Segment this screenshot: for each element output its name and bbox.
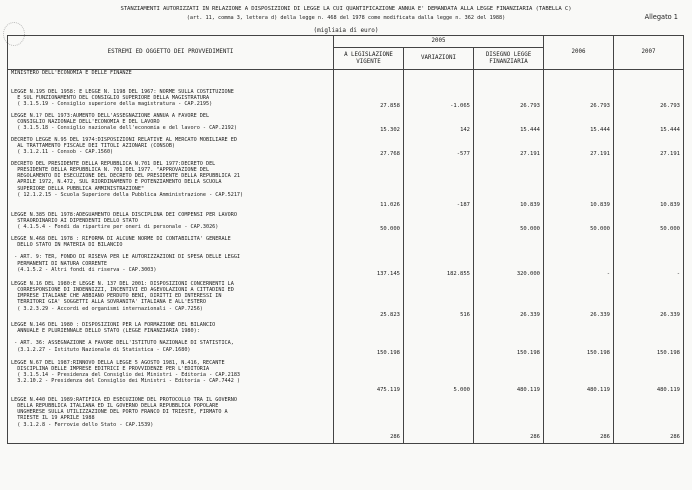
value-2007: 26.339 — [614, 281, 684, 322]
row-description: LEGGE N.1? DEL 1973:AUMENTO DELL'ASSEGNAZIONE ANNUA A FAVORE DEL CONSIGLIO NAZIONALE DELL'ECONOMIA E DEL LAVORO ( 3.1.5.18 - Consiglio nazionale dell'economia e del lavoro - CAP.2192) — [8, 113, 334, 137]
value-2006: 480.119 — [544, 360, 614, 397]
header-description: ESTREMI ED OGGETTO DEI PROVVEDIMENTI — [8, 36, 334, 70]
row-description: MINISTERO DELL'ECONOMIA E DELLE FINANZE — [8, 70, 334, 89]
value-2007: 27.191 — [614, 137, 684, 161]
row-description: LEGGE N.385 DEL 1978:ADEGUAMENTO DELLA DISCIPLINA DEI COMPENSI PER LAVORO STRAORDINARIO AI DIPENDENTI DELLO STATO ( 4.1.5.4 - Fondi da ripartire per oneri di personale - CAP.3026) — [8, 212, 334, 236]
value-variazioni — [404, 322, 474, 360]
value-variazioni — [404, 70, 474, 89]
value-disegno-legge — [474, 70, 544, 89]
value-legislazione-vigente: 150.198 — [334, 322, 404, 360]
document-title: STANZIAMENTI AUTORIZZATI IN RELAZIONE A DISPOSIZIONI DI LEGGE LA CUI QUANTIFICAZIONE ANNUA E' DEMANDATA ALLA LEGGE FINANZIARIA (TABELLA C) — [120, 6, 572, 12]
value-2007: 286 — [614, 397, 684, 444]
value-legislazione-vigente — [334, 70, 404, 89]
value-variazioni: 516 — [404, 281, 474, 322]
header-year-2006: 2006 — [544, 36, 614, 70]
value-2006: 150.198 — [544, 322, 614, 360]
value-variazioni: 5.000 — [404, 360, 474, 397]
value-2007: 150.198 — [614, 322, 684, 360]
value-variazioni — [404, 212, 474, 236]
value-2007 — [614, 70, 684, 89]
row-description: LEGGE N.16 DEL 1980:E LEGGE N. 137 DEL 2001: DISPOSIZIONI CONCERNENTI LA CORRESPONSIONE DI INDENNIZZI, INCENTIVI ED AGEVOLAZIONI A CITTADINI ED IMPRESE ITALIANE CHE ABBIANO PERDUTO BENI, DIRITTI ED INTERESSI IN TERRITORI GIA' SOGGETTI ALLA SOVRANITA' ITALIANA E ALL'ESTERO ( 3.2.3.29 - Accordi ed organismi internazionali - CAP.7256) — [8, 281, 334, 322]
value-disegno-legge: 320.000 — [474, 236, 544, 281]
value-legislazione-vigente: 137.145 — [334, 236, 404, 281]
value-2007: - — [614, 236, 684, 281]
value-2006: - — [544, 236, 614, 281]
value-2006: 27.191 — [544, 137, 614, 161]
table-row — [8, 161, 684, 212]
value-variazioni — [404, 397, 474, 444]
value-legislazione-vigente: 25.823 — [334, 281, 404, 322]
value-2007: 50.000 — [614, 212, 684, 236]
value-disegno-legge: 26.339 — [474, 281, 544, 322]
document-subtitle: (art. 11, comma 3, lettera d) della legge n. 468 del 1978 come modificata dalla legge n. 362 del 1988) — [186, 15, 506, 21]
value-2006: 286 — [544, 397, 614, 444]
table-row — [8, 360, 684, 397]
appropriations-table — [7, 35, 684, 444]
value-legislazione-vigente: 286 — [334, 397, 404, 444]
value-variazioni: -577 — [404, 137, 474, 161]
value-2006: 26.339 — [544, 281, 614, 322]
value-disegno-legge: 50.000 — [474, 212, 544, 236]
row-description: LEGGE N.195 DEL 1958: E LEGGE N. 1198 DEL 1967: NORME SULLA COSTITUZIONE E SUL FUNZIONAMENTO DEL CONSIGLIO SUPERIORE DELLA MAGISTRATURA ( 3.1.5.19 - Consiglio superiore della magistratura - CAP.2195) — [8, 89, 334, 113]
value-disegno-legge: 26.793 — [474, 89, 544, 113]
table-row — [8, 70, 684, 89]
value-disegno-legge: 150.198 — [474, 322, 544, 360]
row-description: LEGGE N.468 DEL 1978 : RIFORMA DI ALCUNE NORME DI CONTABILITA' GENERALE DELLO STATO IN MATERIA DI BILANCIO - ART. 9: TER, FONDO DI RISEVA PER LE AUTORIZZAZIONI DI SPESA DELLE LEGGI PERMANENTI DI NATURA CORRENTE (4.1.5.2 - Altri fondi di riserva - CAP.3003) — [8, 236, 334, 281]
value-variazioni: 182.855 — [404, 236, 474, 281]
table-row — [8, 212, 684, 236]
value-legislazione-vigente: 50.000 — [334, 212, 404, 236]
value-legislazione-vigente: 15.302 — [334, 113, 404, 137]
value-2007: 480.119 — [614, 360, 684, 397]
value-2006: 10.839 — [544, 161, 614, 212]
header-legislazione-vigente: A LEGISLAZIONE VIGENTE — [334, 48, 404, 70]
header-disegno-legge: DISEGNO LEGGE FINANZIARIA — [474, 48, 544, 70]
value-variazioni: -1.065 — [404, 89, 474, 113]
table-row — [8, 137, 684, 161]
table-row — [8, 89, 684, 113]
table-row — [8, 236, 684, 281]
value-2006: 15.444 — [544, 113, 614, 137]
row-description: LEGGE N.440 DEL 1989:RATIFICA ED ESECUZIONE DEL PROTOCOLLO TRA IL GOVERNO DELLA REPUBBLICA ITALIANA ED IL GOVERNO DELLA REPUBBLICA POPOLARE UNGHERESE SULLA UTILIZZAZIONE DEL PORTO FRANCO DI TRIESTE, FIRMATO A TRIESTE IL 19 APRILE 1988 ( 3.1.2.8 - Ferrovie dello Stato - CAP.1539) — [8, 397, 334, 444]
row-description: LEGGE N.67 DEL 1987:RINNOVO DELLA LEGGE 5 AGOSTO 1981, N.416, RECANTE DISCIPLINA DELLE IMPRESE EDITRICI E PROVVIDENZE PER L'EDITORIA ( 3.1.5.14 - Presidenza del Consiglio dei Ministri - Editoria - CAP.2183 3.2.10.2 - Presidenza del Consiglio dei Ministri - Editoria - CAP.7442 ) — [8, 360, 334, 397]
table-row — [8, 397, 684, 444]
allegato-label: Allegato 1 — [644, 13, 678, 21]
value-variazioni: -187 — [404, 161, 474, 212]
table-row — [8, 113, 684, 137]
value-2006 — [544, 70, 614, 89]
value-legislazione-vigente: 475.119 — [334, 360, 404, 397]
value-disegno-legge: 286 — [474, 397, 544, 444]
header-year-2005: 2005 — [334, 36, 544, 48]
value-disegno-legge: 15.444 — [474, 113, 544, 137]
value-disegno-legge: 480.119 — [474, 360, 544, 397]
header-year-2007: 2007 — [614, 36, 684, 70]
value-2006: 50.000 — [544, 212, 614, 236]
row-description: DECRETO LEGGE N.95 DEL 1974:DISPOSIZIONI RELATIVE AL MERCATO MOBILIARE ED AL TRATTAMENTO FISCALE DEI TITOLI AZIONARI (CONSOB) ( 3.1.2.11 - Consob - CAP.1560) — [8, 137, 334, 161]
value-disegno-legge: 27.191 — [474, 137, 544, 161]
value-2007: 15.444 — [614, 113, 684, 137]
table-row — [8, 322, 684, 360]
value-legislazione-vigente: 27.858 — [334, 89, 404, 113]
value-2007: 26.793 — [614, 89, 684, 113]
value-disegno-legge: 10.839 — [474, 161, 544, 212]
header-variazioni: VARIAZIONI — [404, 48, 474, 70]
value-variazioni: 142 — [404, 113, 474, 137]
value-2007: 10.839 — [614, 161, 684, 212]
row-description: LEGGE N.146 DEL 1980 : DISPOSIZIONI PER LA FORMAZIONE DEL BILANCIO ANNUALE E PLURIENNALE DELLO STATO (LEGGE FINANZIARIA 1980): - ART. 36: ASSEGNAZIONE A FAVORE DELL'ISTITUTO NAZIONALE DI STATISTICA, (3.1.2.27 - Istituto Nazionale di Statistica - CAP.1680) — [8, 322, 334, 360]
table-row — [8, 281, 684, 322]
row-description: DECRETO DEL PRESIDENTE DELLA REPUBBLICA N.701 DEL 1977:DECRETO DEL PRESIDENTE DELLA REPUBBLICA N. 701 DEL 1977. "APPROVAZIONE DEL REGOLAMENTO DI ESECUZIONE DEL DECRETO DEL PRESIDENTE DELLA REPUBBLICA 21 APRILE 1972, N.472, SUL RIORDINAMENTO E POTENZIAMENTO DELLA SCUOLA SUPERIORE DELLA PUBBLICA AMMINISTRAZIONE" ( 12.1.2.15 - Scuola Superiore della Pubblica Amministrazione - CAP.5217) — [8, 161, 334, 212]
value-legislazione-vigente: 27.768 — [334, 137, 404, 161]
value-2006: 26.793 — [544, 89, 614, 113]
units-note: (migliaia di euro) — [313, 27, 379, 34]
value-legislazione-vigente: 11.026 — [334, 161, 404, 212]
